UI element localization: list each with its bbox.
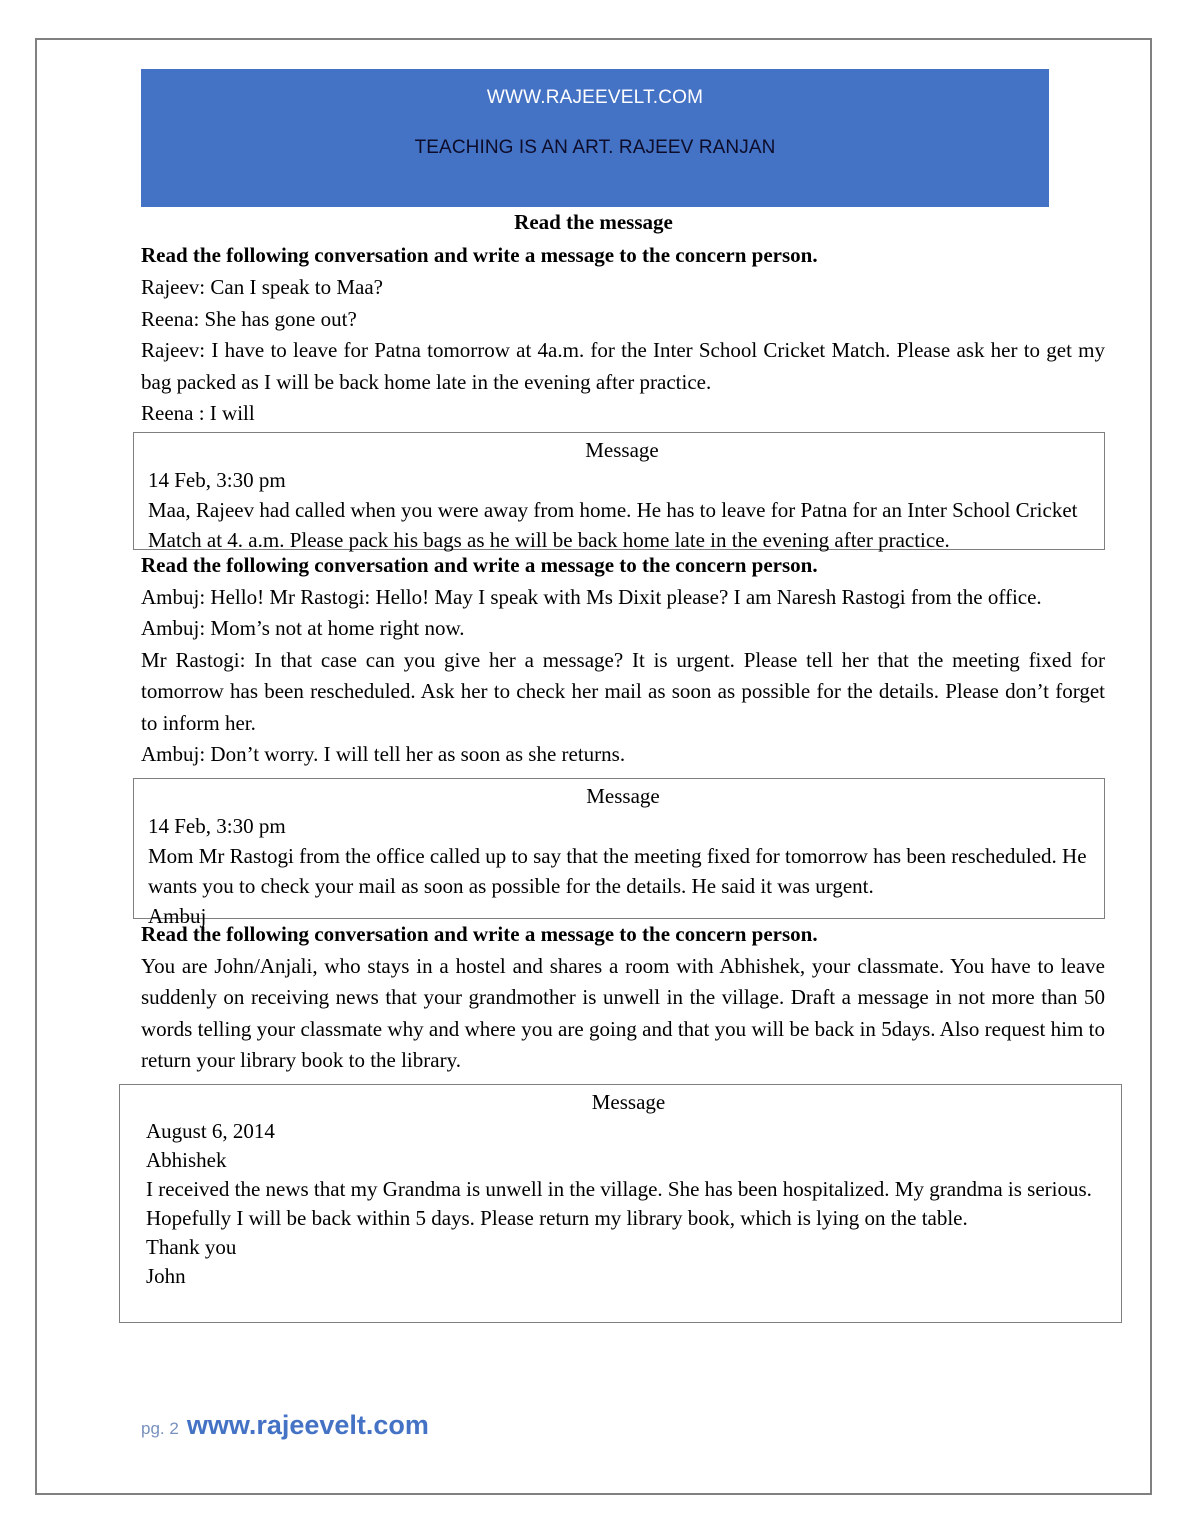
message-box-3: [119, 1084, 1122, 1323]
section-2-line-3: Mr Rastogi: In that case can you give her a message? It is urgent. Please tell her that the meeting fixed for tomorrow has been rescheduled. Ask her to check her mail as soon as possible for the details. Please don’t forget to inform her.: [141, 647, 1105, 735]
message-box-3-title: Message: [591, 1089, 666, 1114]
message-box-3-recipient: Abhishek: [146, 1147, 227, 1172]
message-box-1-date: 14 Feb, 3:30 pm: [148, 467, 286, 492]
message-box-2: [133, 778, 1105, 928]
message-box-3-text: I received the news that my Grandma is unwell in the village. She has been hospitalized. My grandma is serious. Hopefully I will be back within 5 days. Please return my library book, which is lying on the table.: [146, 1176, 1092, 1230]
message-box-2-title: Message: [586, 783, 660, 808]
message-box-2-signature: Ambuj: [148, 903, 207, 928]
section-1-heading: Read the following conversation and write a message to the concern person.: [141, 243, 818, 267]
section-1-line-3: Rajeev: I have to leave for Patna tomorrow at 4a.m. for the Inter School Cricket Match. Please ask her to get my bag packed as I will be back home late in the evening after practice.: [141, 338, 1105, 394]
document-page: [35, 38, 1152, 1495]
section-2-line-4: Ambuj: Don’t worry. I will tell her as soon as she returns.: [141, 742, 626, 766]
footer: [141, 1410, 429, 1441]
message-box-3-closing: Thank you: [146, 1234, 237, 1259]
message-box-1: [133, 432, 1105, 550]
footer-website-link[interactable]: www.rajeevelt.com: [186, 1410, 429, 1440]
message-box-3-signature: John: [146, 1263, 186, 1288]
banner-website-title: WWW.RAJEEVELT.COM: [486, 87, 704, 108]
page-number: pg. 2: [141, 1419, 179, 1438]
section-3-heading: Read the following conversation and write a message to the concern person.: [141, 921, 818, 946]
section-1-line-1: Rajeev: Can I speak to Maa?: [141, 275, 383, 299]
section-2-line-1: Ambuj: Hello! Mr Rastogi: Hello! May I speak with Ms Dixit please? I am Naresh Rastogi from the office.: [141, 584, 1042, 609]
message-box-3-body: [146, 1117, 1111, 1291]
message-box-2-body: [148, 811, 1098, 931]
section-3: [37, 919, 1150, 1323]
section-2-line-2: Ambuj: Mom’s not at home right now.: [141, 616, 465, 640]
message-box-2-text: Mom Mr Rastogi from the office called up to say that the meeting fixed for tomorrow has been rescheduled. He wants you to check your mail as soon as possible for the details. He said it was urgent.: [148, 843, 1087, 898]
document-content: [37, 240, 1150, 1323]
message-box-3-date: August 6, 2014: [146, 1118, 275, 1143]
section-2-heading: Read the following conversation and write a message to the concern person.: [141, 552, 818, 577]
section-1-line-2: Reena: She has gone out?: [141, 306, 357, 331]
banner-tagline: TEACHING IS AN ART. RAJEEV RANJAN: [414, 137, 776, 158]
section-3-prompt: You are John/Anjali, who stays in a hostel and shares a room with Abhishek, your classmate. You have to leave suddenly on receiving news that your grandmother is unwell in the village. Draft a message in not more than 50 words telling your classmate why and where you are going and that you will be back in 5days. Also request him to return your library book to the library.: [141, 953, 1105, 1072]
message-box-1-text: Maa, Rajeev had called when you were away from home. He has to leave for Patna for an Inter School Cricket Match at 4. a.m. Please pack his bags as he will be back home late in the evening after practice.: [148, 497, 1078, 552]
page-title: Read the message: [514, 210, 673, 234]
section-1: [37, 240, 1150, 550]
message-box-2-date: 14 Feb, 3:30 pm: [148, 813, 286, 838]
header-banner: [141, 69, 1049, 207]
section-2: [37, 550, 1150, 928]
message-box-1-title: Message: [585, 437, 659, 462]
message-box-1-body: [148, 465, 1096, 555]
section-1-line-4: Reena : I will: [141, 401, 255, 425]
